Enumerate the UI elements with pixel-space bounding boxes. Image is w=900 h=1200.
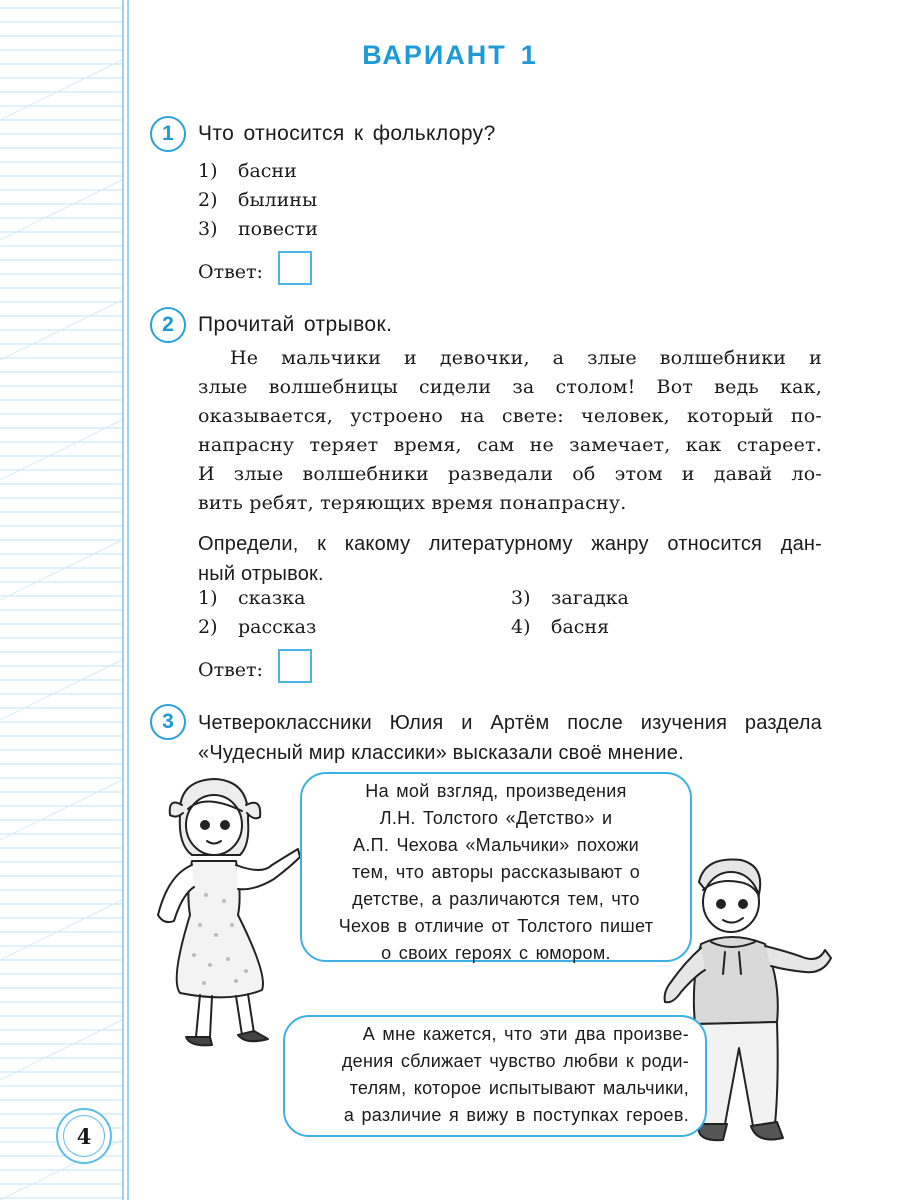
option-text: басни — [238, 160, 297, 182]
q2-question — [198, 529, 822, 589]
boy-speech-bubble — [283, 1015, 707, 1137]
passage-line: напрасну теряет время, сам не замечает, как стареет. — [198, 434, 822, 456]
question-2-number: 2 — [150, 307, 186, 343]
question-1-number: 1 — [150, 116, 186, 152]
margin-diagonal-line — [0, 900, 122, 960]
bubble-line: На мой взгляд, произведения — [365, 781, 627, 801]
q2-passage — [198, 344, 822, 518]
passage-line: Не мальчики и девочки, а злые волшебники и — [230, 347, 822, 369]
question-line: Определи, к какому литературному жанру относится дан- — [198, 533, 822, 555]
option-number: 1) — [198, 160, 218, 182]
title-number: 1 — [520, 40, 538, 70]
q2-option-3[interactable] — [511, 587, 629, 609]
option-text: повести — [238, 218, 318, 240]
notebook-margin — [0, 0, 130, 1200]
option-number: 4) — [511, 616, 531, 638]
passage-line: оказывается, устроено на свете: человек, который по- — [198, 405, 822, 427]
q1-answer-box[interactable] — [278, 251, 312, 285]
q1-answer-label: Ответ: — [198, 261, 263, 283]
question-line: ный отрывок. — [198, 563, 324, 585]
bubble-line: А мне кажется, что эти два произве- — [362, 1024, 689, 1044]
q1-option-2[interactable] — [198, 189, 317, 211]
bubble-line: детстве, а различаются тем, что — [352, 889, 640, 909]
margin-diagonal-line — [0, 780, 122, 840]
title-word: ВАРИАНТ — [362, 40, 507, 70]
option-text: басня — [551, 616, 610, 638]
margin-line-inner — [127, 0, 129, 1200]
bubble-line: а различие я вижу в поступках героев. — [343, 1105, 689, 1125]
q2-answer-label: Ответ: — [198, 659, 263, 681]
bubble-line: о своих героях с юмором. — [381, 943, 611, 963]
option-text: загадка — [551, 587, 629, 609]
q1-option-1[interactable] — [198, 160, 297, 182]
option-number: 3) — [511, 587, 531, 609]
passage-line: вить ребят, теряющих время понапрасну. — [198, 492, 627, 514]
page-number-text: 4 — [76, 1123, 92, 1149]
bubble-line: дения сближает чувство любви к роди- — [341, 1051, 689, 1071]
margin-diagonal-line — [0, 1020, 122, 1080]
q1-option-3[interactable] — [198, 218, 318, 240]
option-text: сказка — [238, 587, 306, 609]
question-line: «Чудесный мир классики» высказали своё мнение. — [198, 742, 684, 764]
question-3-text — [198, 708, 822, 768]
option-number: 3) — [198, 218, 218, 240]
q2-option-2[interactable] — [198, 616, 316, 638]
margin-diagonal-line — [0, 660, 122, 720]
page-number — [56, 1108, 112, 1164]
bubble-line: Чехов в отличие от Толстого пишет — [338, 916, 654, 936]
girl-speech-bubble — [300, 772, 692, 962]
option-number: 2) — [198, 616, 218, 638]
q2-option-4[interactable] — [511, 616, 609, 638]
bubble-line: А.П. Чехова «Мальчики» похожи — [353, 835, 639, 855]
bubble-line: тем, что авторы рассказывают о — [351, 862, 641, 882]
margin-diagonal-line — [0, 540, 122, 600]
passage-line: И злые волшебники разведали об этом и давай ло- — [198, 463, 822, 485]
page-title — [0, 40, 900, 71]
bubble-line: Л.Н. Толстого «Детство» и — [379, 808, 613, 828]
q2-answer-box[interactable] — [278, 649, 312, 683]
bubble-line: телям, которое испытывают мальчики, — [349, 1078, 689, 1098]
q2-option-1[interactable] — [198, 587, 305, 609]
margin-ruling — [0, 0, 130, 1200]
girl-illustration — [150, 775, 310, 1060]
question-line: Четвероклассники Юлия и Артём после изучения раздела — [198, 712, 822, 734]
margin-line-outer — [122, 0, 124, 1200]
option-number: 2) — [198, 189, 218, 211]
option-text: былины — [238, 189, 318, 211]
question-2-instruction: Прочитай отрывок. — [198, 313, 393, 336]
option-text: рассказ — [238, 616, 317, 638]
option-number: 1) — [198, 587, 218, 609]
margin-diagonal-line — [0, 180, 122, 240]
question-3-number: 3 — [150, 704, 186, 740]
question-1-text: Что относится к фольклору? — [198, 122, 496, 145]
margin-diagonal-line — [0, 420, 122, 480]
passage-line: злые волшебницы сидели за столом! Вот ведь как, — [198, 376, 822, 398]
